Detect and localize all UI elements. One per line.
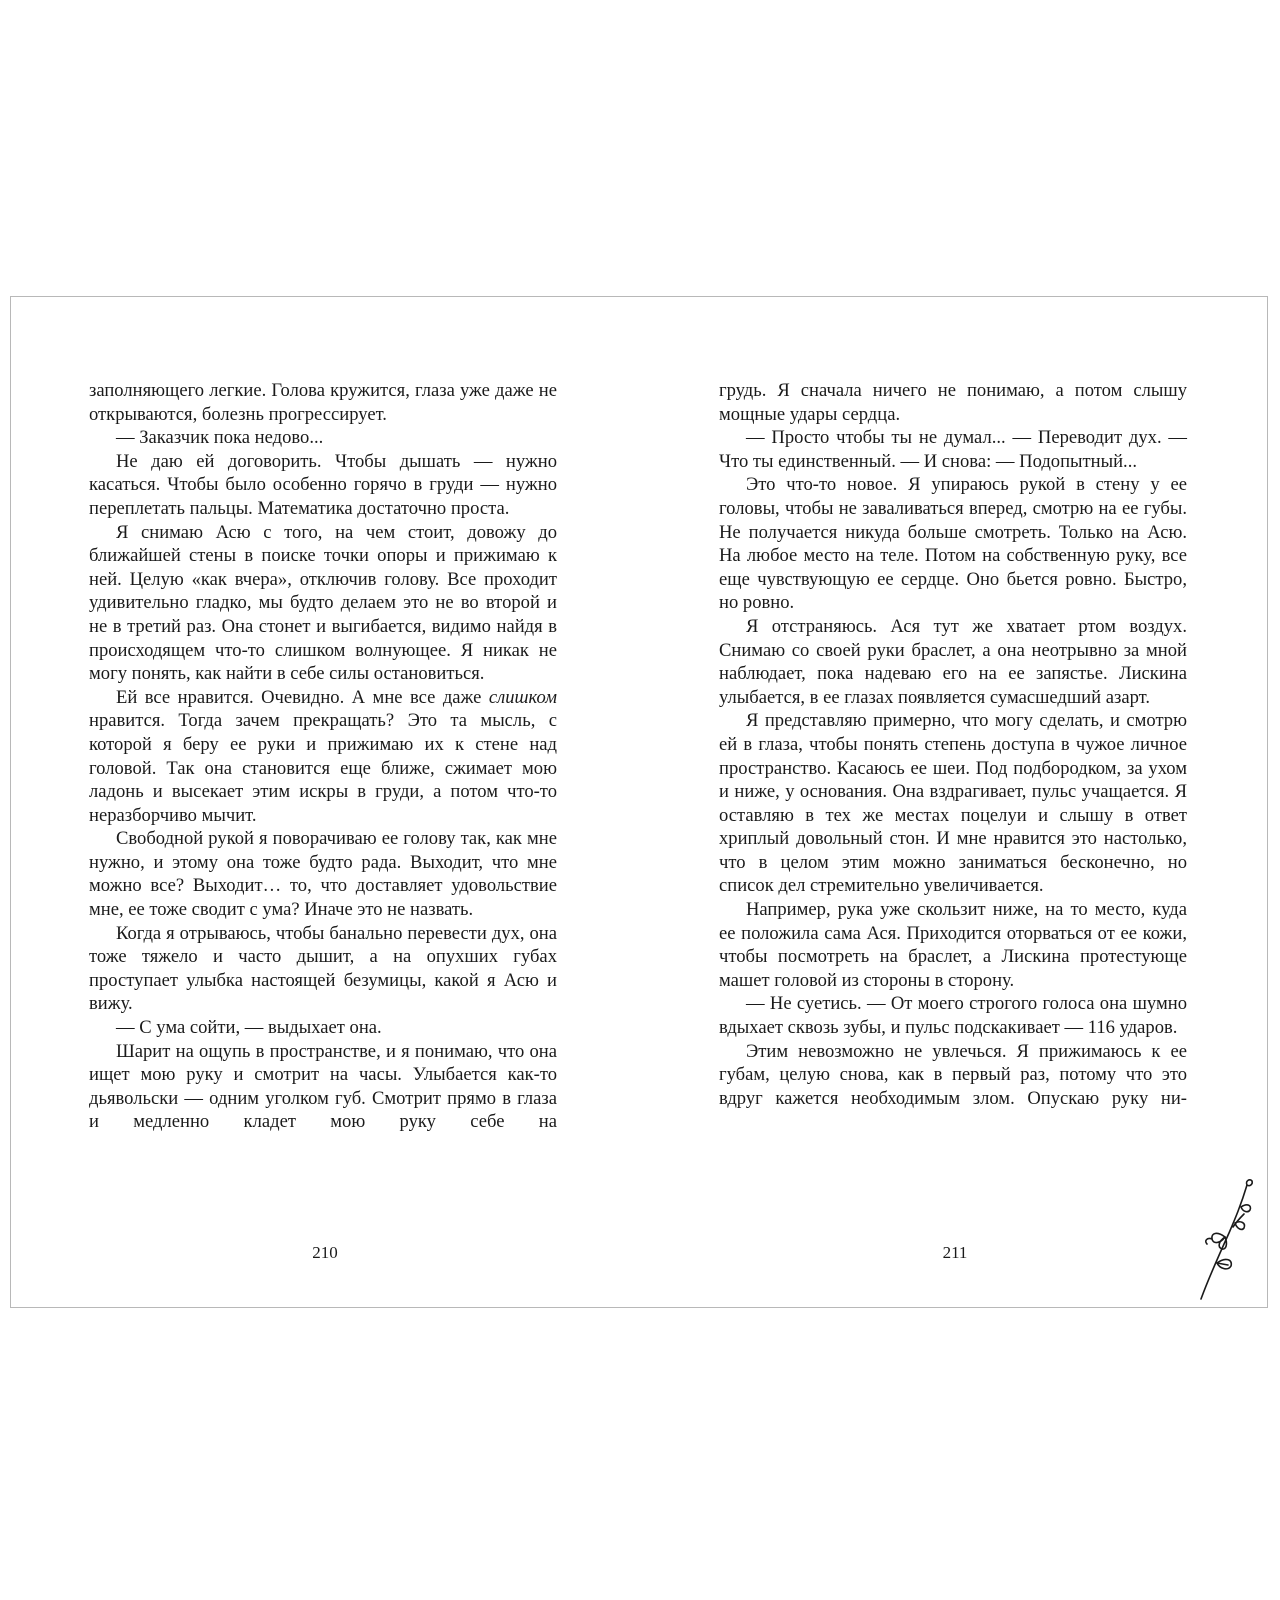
right-page-text (719, 379, 1187, 1110)
paragraph: — Заказчик пока недово... (116, 427, 324, 449)
italic-emphasis: слишком (488, 686, 557, 708)
paragraph: Я представляю примерно, что могу сделать, и смотрю ей в глаза, чтобы понять степень доступа в чужое личное пространство. Касаюсь ее шеи. Под подбородком, за ухом и ниже, у основания. Она вздрагивает, пульс учащается. Я оставляю в тех же местах поцелуи и слышу в ответ хриплый довольный стон. И мне нравится это настолько, что в целом этим можно заниматься бесконечно, но список дел стремительно увеличивается. (719, 710, 1187, 897)
paragraph: — Не суетись. — От моего строгого голоса она шумно вдыхает сквозь зубы, и пульс подскакивает — 116 ударов. (719, 993, 1187, 1039)
paragraph: Например, рука уже скользит ниже, на то место, куда ее положила сама Ася. Приходится оторваться от ее кожи, чтобы посмотреть на браслет, а Лискина протестующе машет головой из стороны в сторону. (719, 899, 1187, 991)
paragraph (89, 686, 557, 828)
left-page-text (89, 379, 557, 1134)
paragraph: — Просто чтобы ты не думал... — Переводит дух. — Что ты единственный. — И снова: — Подопытный... (719, 427, 1187, 472)
text-run: Ей все нравится. Очевидно. А мне все даже (116, 686, 489, 708)
paragraph: заполняющего легкие. Голова кружится, глаза уже даже не открываются, болезнь прогрессирует. (89, 380, 557, 425)
paragraph: Свободной рукой я поворачиваю ее голову так, как мне нужно, и этому она тоже будто рада. Выходит, что мне можно все? Выходит… то, что доставляет удовольствие мне, ее тоже сводит с ума? Иначе это не назвать. (89, 828, 557, 921)
flower-sprig-icon (1195, 1177, 1255, 1302)
paragraph: Когда я отрываюсь, чтобы банально перевести дух, она тоже тяжело и часто дышит, а на опухших губах проступает улыбка настоящей безумицы, какой я Асю и вижу. (89, 922, 557, 1015)
paragraph: Я отстраняюсь. Ася тут же хватает ртом воздух. Снимаю со своей руки браслет, а она неотрывно за мной наблюдает, пока надеваю его на ее запястье. Лискина улыбается, в ее глазах появляется сумасшедший азарт. (719, 615, 1187, 708)
paragraph: грудь. Я сначала ничего не понимаю, а потом слышу мощные удары сердца. (719, 380, 1187, 425)
text-run: нравится. Тогда зачем прекращать? Это та мысль, с которой я беру ее руки и прижимаю их к стене над головой. Так она становится еще ближе, сжимает мою ладонь и высекает этим искры в груди, а потом что-то неразборчиво мычит. (89, 710, 557, 826)
page-number-right: 211 (942, 1243, 968, 1262)
paragraph: Это что-то новое. Я упираюсь рукой в стену у ее головы, чтобы не заваливаться вперед, смотрю на ее губы. Не получается никуда больше смотреть. Только на Асю. На любое место на теле. Потом на собственную руку, все еще чувствующую ее сердце. Оно бьется ровно. Быстро, но ровно. (719, 474, 1187, 614)
page-number-left: 210 (312, 1243, 338, 1262)
paragraph: Шарит на ощупь в пространстве, и я понимаю, что она ищет мою руку и смотрит на часы. Улыбается как-то дьявольски — одним уголком губ. Смотрит прямо в глаза и медленно кладет мою руку себе на (89, 1040, 557, 1133)
paragraph: Я снимаю Асю с того, на чем стоит, довожу до ближайшей стены в поиске точки опоры и прижимаю к ней. Целую «как вчера», отключив голову. Все проходит удивительно гладко, мы будто делаем это не во второй и не в третий раз. Она стонет и выгибается, видимо найдя в происходящем что-то слишком волнующее. Я никак не могу понять, как найти в себе силы остановиться. (89, 521, 557, 685)
paragraph: Этим невозможно не увлечься. Я прижимаюсь к ее губам, целую снова, как в первый раз, потому что это вдруг кажется необходимым злом. Опускаю руку ни- (719, 1040, 1187, 1109)
paragraph: — С ума сойти, — выдыхает она. (116, 1017, 382, 1039)
paragraph: Не даю ей договорить. Чтобы дышать — нужно касаться. Чтобы было особенно горячо в груди — нужно переплетать пальцы. Математика достаточно проста. (89, 450, 557, 519)
book-spread (10, 296, 1268, 1308)
